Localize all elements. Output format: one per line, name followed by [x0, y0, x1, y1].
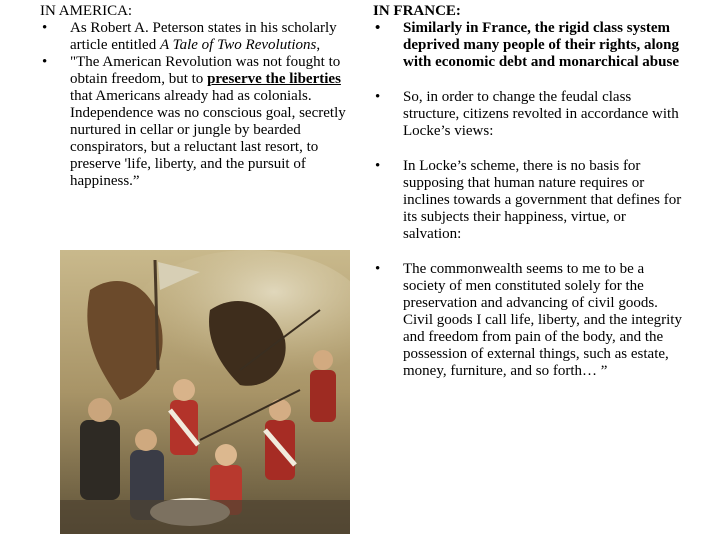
france-bullet-3-text: In Locke’s scheme, there is no basis for supposing that human nature requires or inclines towards a government that defines for its subjects their happiness, virtue, or salvation:: [403, 158, 682, 242]
article-title: A Tale of Two Revolutions: [159, 37, 317, 53]
america-heading: IN AMERICA:: [40, 3, 133, 19]
bullet-marker: •: [42, 20, 48, 36]
france-bullet-2-text: So, in order to change the feudal class structure, citizens revolted in accordance with Locke’s views:: [403, 89, 679, 139]
france-column: [373, 3, 683, 380]
france-bullet-2: [373, 89, 683, 140]
bullet-marker: •: [375, 158, 381, 174]
revolution-battle-painting: [60, 250, 350, 534]
bullet-marker: •: [375, 20, 381, 36]
america-column: [40, 3, 360, 190]
america-bullet-1: [40, 20, 360, 54]
america-bullet-2-end: that Americans already had as colonials. Independence was no conscious goal, secretly nurtured in cellar or jungle by bearded conspirators, but a reluctant last resort, to preserve 'life, liberty, and the pursuit of happiness.”: [70, 88, 346, 189]
france-bullet-list: [373, 20, 683, 380]
painting-image: [60, 250, 350, 534]
america-bullet-2-text: "The American Revolution was not fought to obtain freedom, but to: [70, 54, 341, 87]
france-bullet-3: [373, 158, 683, 243]
america-bullet-1-end: ,: [316, 37, 321, 53]
bullet-marker: •: [375, 89, 381, 105]
america-bullet-2: [40, 54, 360, 190]
america-bullet-list: [40, 20, 360, 190]
france-bullet-4-text: The commonwealth seems to me to be a society of men constituted solely for the preservation and advancing of civil goods. Civil goods I call life, liberty, and the integrity and freedom from pain of the body, and the possession of external things, such as estate, money, furniture, and so forth… ”: [403, 261, 682, 379]
france-heading: IN FRANCE:: [373, 3, 461, 19]
bullet-marker: •: [42, 54, 48, 70]
emphasis-text: preserve the liberties: [207, 71, 341, 87]
france-bullet-4: [373, 261, 683, 380]
america-bullet-1-text: As Robert A. Peterson states in his scholarly article entitled: [70, 20, 337, 53]
bullet-marker: •: [375, 261, 381, 277]
france-bullet-1: [373, 20, 683, 71]
france-bullet-1-text: Similarly in France, the rigid class system deprived many people of their rights, along with economic debt and monarchical abuse: [403, 20, 679, 70]
